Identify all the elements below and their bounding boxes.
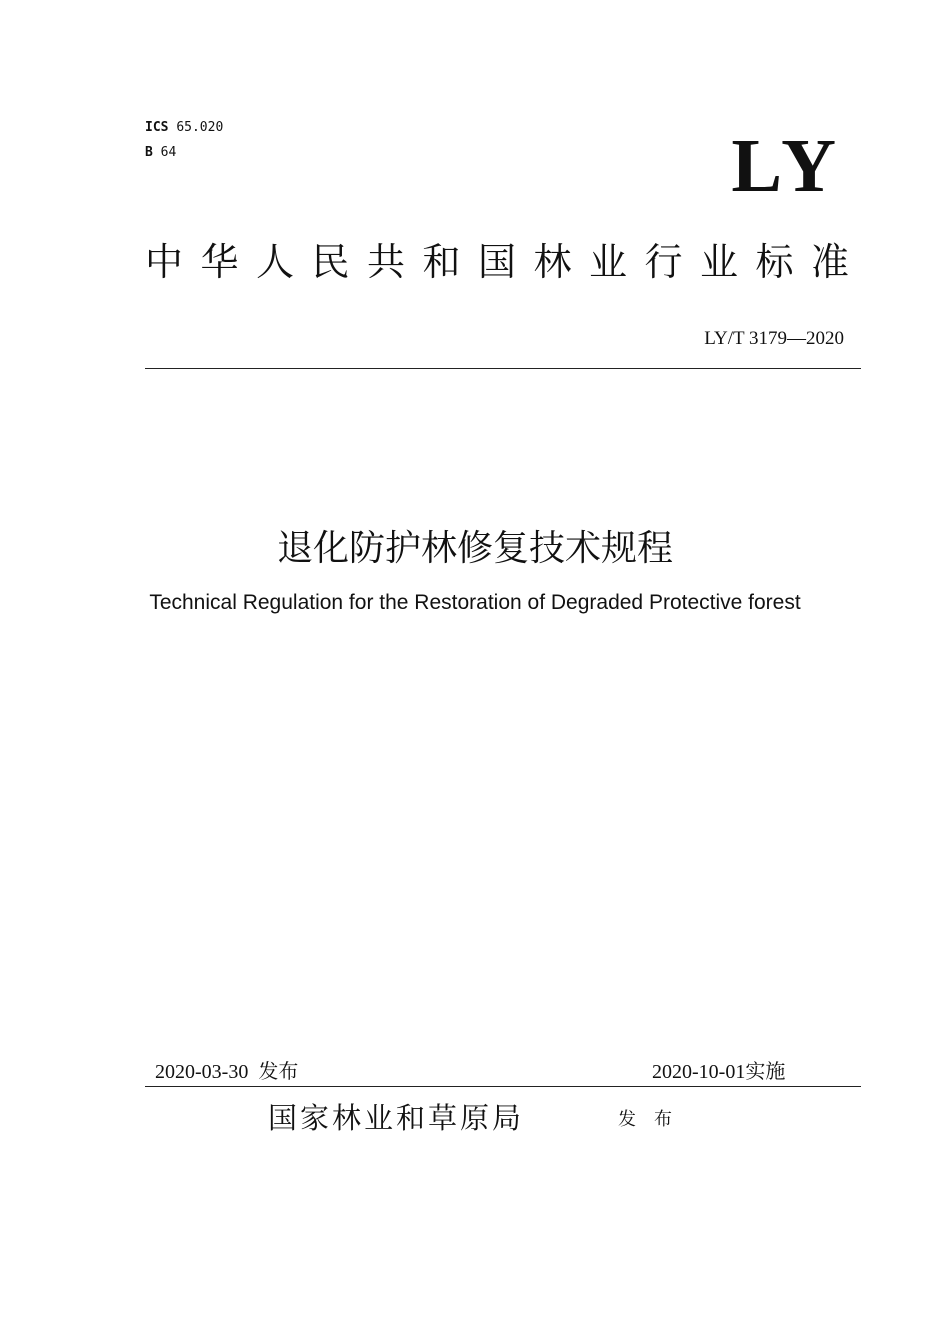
footer-divider — [145, 1086, 861, 1087]
ics-label: ICS — [145, 120, 169, 135]
publish-label: 发布 — [618, 1109, 690, 1130]
standard-category-title: 中华人民共和国林业行业标准 — [145, 240, 867, 284]
header-divider — [145, 368, 861, 369]
implementation-date: 2020-10-01实施 — [652, 1061, 786, 1083]
ccs-code — [145, 145, 176, 160]
ics-value: 65.020 — [176, 120, 224, 135]
issue-date: 2020-03-30 发布 — [155, 1061, 299, 1083]
document-title-english: Technical Regulation for the Restoration of Degraded Protective forest — [149, 591, 801, 614]
ccs-label: B — [145, 145, 153, 160]
document-title: 退化防护林修复技术规程 — [276, 528, 673, 569]
publisher-name: 国家林业和草原局 — [268, 1101, 525, 1135]
ccs-value: 64 — [160, 145, 177, 160]
ics-code — [145, 120, 223, 135]
standard-number: LY/T 3179—2020 — [704, 328, 844, 349]
standard-logo: LY — [731, 124, 842, 208]
